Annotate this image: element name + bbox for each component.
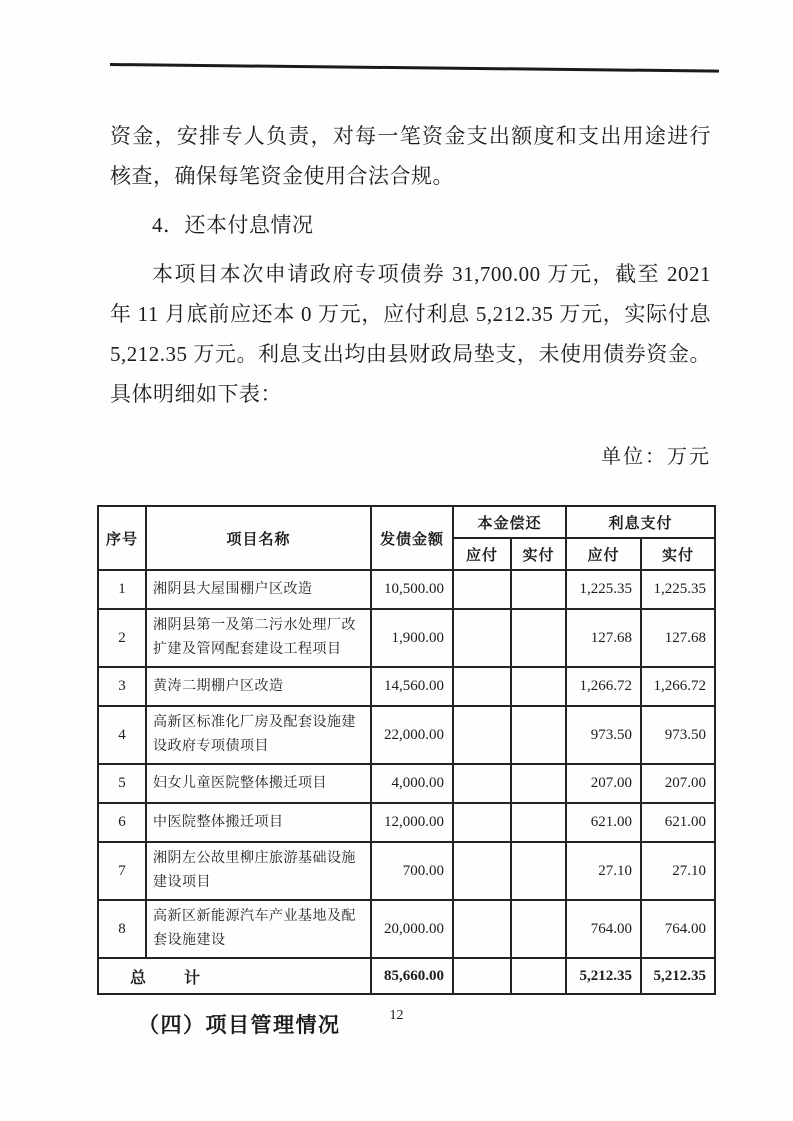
header-row-groups (98, 506, 715, 538)
cell-principal-payable (453, 570, 511, 609)
section-heading: （四）项目管理情况 (138, 1013, 341, 1037)
cell-principal-paid (511, 900, 566, 958)
cell-seq: 7 (98, 842, 146, 900)
cell-interest-paid: 127.68 (641, 609, 715, 667)
cell-interest-payable: 127.68 (566, 609, 641, 667)
paragraph-section-4-title: 4．还本付息情况 (152, 213, 314, 237)
total-label: 总 计 (98, 958, 371, 994)
cell-principal-paid (511, 706, 566, 764)
cell-project-name: 湘阴县第一及第二污水处理厂改扩建及管网配套建设工程项目 (146, 609, 371, 667)
cell-interest-payable: 27.10 (566, 842, 641, 900)
cell-project-name: 高新区标准化厂房及配套设施建设政府专项债项目 (146, 706, 371, 764)
cell-interest-paid: 207.00 (641, 764, 715, 803)
table-row (98, 706, 715, 764)
cell-interest-paid: 1,266.72 (641, 667, 715, 706)
cell-project-name: 湘阴左公故里柳庄旅游基础设施建设项目 (146, 842, 371, 900)
cell-principal-payable (453, 803, 511, 842)
table-row (98, 667, 715, 706)
cell-seq: 2 (98, 609, 146, 667)
header-principal-payable: 应付 (453, 538, 511, 570)
cell-principal-payable (453, 667, 511, 706)
table-row (98, 764, 715, 803)
total-interest-payable: 5,212.35 (566, 958, 641, 994)
cell-seq: 8 (98, 900, 146, 958)
cell-issue-amount: 700.00 (371, 842, 453, 900)
cell-interest-paid: 621.00 (641, 803, 715, 842)
cell-interest-paid: 973.50 (641, 706, 715, 764)
cell-seq: 4 (98, 706, 146, 764)
cell-interest-payable: 1,225.35 (566, 570, 641, 609)
cell-seq: 3 (98, 667, 146, 706)
scan-artifact-line (110, 63, 719, 72)
cell-interest-paid: 27.10 (641, 842, 715, 900)
total-interest-paid: 5,212.35 (641, 958, 715, 994)
cell-issue-amount: 4,000.00 (371, 764, 453, 803)
cell-interest-paid: 1,225.35 (641, 570, 715, 609)
cell-interest-payable: 764.00 (566, 900, 641, 958)
cell-interest-payable: 1,266.72 (566, 667, 641, 706)
total-principal-paid (511, 958, 566, 994)
repayment-table (97, 505, 716, 995)
paragraph-repayment-details: 本项目本次申请政府专项债券 31,700.00 万元，截至 2021 年 11 月底前应还本 0 万元，应付利息 5,212.35 万元，实际付息 5,212.35 万元。利息支出均由县财政局垫支，未使用债券资金。具体明细如下表： (110, 262, 711, 406)
header-interest-paid: 实付 (641, 538, 715, 570)
cell-principal-paid (511, 570, 566, 609)
table-body (98, 570, 715, 958)
cell-interest-paid: 764.00 (641, 900, 715, 958)
unit-label: 单位：万元 (601, 446, 711, 468)
cell-issue-amount: 1,900.00 (371, 609, 453, 667)
paragraph-fund-supervision: 资金，安排专人负责，对每一笔资金支出额度和支出用途进行核查，确保每笔资金使用合法合规。 (110, 124, 711, 188)
cell-interest-payable: 207.00 (566, 764, 641, 803)
cell-principal-paid (511, 667, 566, 706)
cell-principal-paid (511, 842, 566, 900)
cell-principal-paid (511, 609, 566, 667)
cell-project-name: 妇女儿童医院整体搬迁项目 (146, 764, 371, 803)
table-row (98, 842, 715, 900)
header-interest-group: 利息支付 (566, 506, 715, 538)
cell-seq: 1 (98, 570, 146, 609)
cell-principal-payable (453, 609, 511, 667)
cell-interest-payable: 973.50 (566, 706, 641, 764)
table-row (98, 570, 715, 609)
page-content (105, 116, 711, 1039)
header-principal-group: 本金偿还 (453, 506, 566, 538)
cell-project-name: 中医院整体搬迁项目 (146, 803, 371, 842)
cell-issue-amount: 14,560.00 (371, 667, 453, 706)
cell-principal-payable (453, 764, 511, 803)
total-principal-payable (453, 958, 511, 994)
cell-project-name: 黄涛二期棚户区改造 (146, 667, 371, 706)
cell-issue-amount: 20,000.00 (371, 900, 453, 958)
header-project-name: 项目名称 (146, 506, 371, 570)
table-header (98, 506, 715, 570)
cell-seq: 6 (98, 803, 146, 842)
total-row (98, 958, 715, 994)
cell-project-name: 高新区新能源汽车产业基地及配套设施建设 (146, 900, 371, 958)
header-interest-payable: 应付 (566, 538, 641, 570)
table-row (98, 609, 715, 667)
header-principal-paid: 实付 (511, 538, 566, 570)
cell-issue-amount: 10,500.00 (371, 570, 453, 609)
cell-principal-payable (453, 706, 511, 764)
cell-interest-payable: 621.00 (566, 803, 641, 842)
table-row (98, 900, 715, 958)
cell-issue-amount: 22,000.00 (371, 706, 453, 764)
cell-principal-paid (511, 803, 566, 842)
header-issue-amount: 发债金额 (371, 506, 453, 570)
cell-principal-payable (453, 900, 511, 958)
table-footer (98, 958, 715, 994)
cell-principal-paid (511, 764, 566, 803)
cell-issue-amount: 12,000.00 (371, 803, 453, 842)
table-row (98, 803, 715, 842)
header-seq: 序号 (98, 506, 146, 570)
cell-principal-payable (453, 842, 511, 900)
cell-seq: 5 (98, 764, 146, 803)
page-number: 12 (389, 1008, 404, 1023)
total-issue-amount: 85,660.00 (371, 958, 453, 994)
cell-project-name: 湘阴县大屋围棚户区改造 (146, 570, 371, 609)
